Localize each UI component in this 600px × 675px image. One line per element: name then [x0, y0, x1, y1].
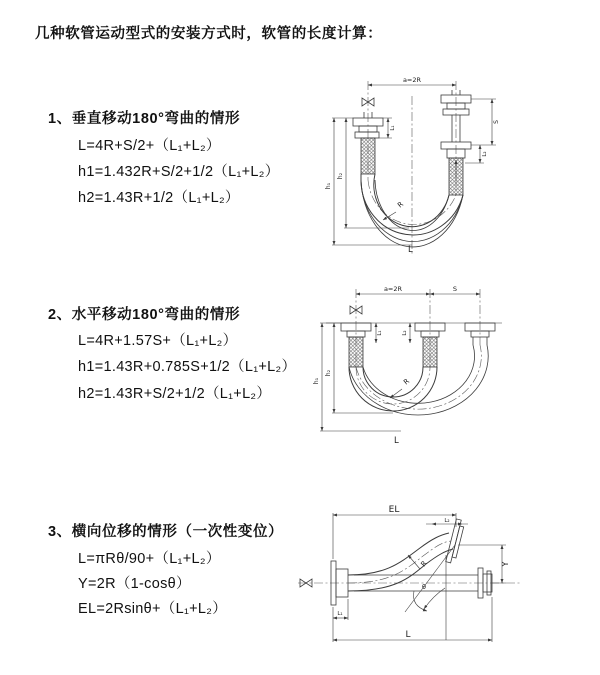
diagram-vertical-180-bend: [312, 68, 527, 258]
section1-formula-L: L=4R+S/2+（L₁+L₂）: [78, 138, 221, 154]
section3-heading: 3、横向位移的情形（一次性变位）: [48, 524, 284, 540]
hose-wall: [363, 367, 423, 397]
flange-plate: [446, 519, 461, 563]
length-label: L: [408, 245, 413, 255]
extension-lines: [333, 597, 492, 642]
braided-hose: [361, 138, 375, 174]
dim-l2-label: L₂: [444, 518, 450, 524]
extension-lines: [458, 545, 506, 583]
page-title: 几种软管运动型式的安装方式时，软管的长度计算：: [35, 26, 383, 42]
dim-y-label: Y: [501, 561, 510, 567]
dim-l1-label: L₁: [390, 125, 396, 131]
dim-l1-label: L₁: [377, 330, 383, 336]
braided-hose: [423, 337, 437, 367]
section3-formula-L: L=πRθ/90+（L₁+L₂）: [78, 551, 221, 567]
radius-label: R: [402, 377, 412, 387]
braided-hose: [349, 337, 363, 367]
diagram-lateral-displacement: [296, 495, 546, 650]
section1-heading: 1、垂直移动180°弯曲的情形: [48, 111, 241, 127]
hose-wall: [349, 367, 437, 411]
radius-label: R: [396, 200, 406, 210]
section2-formula-h2: h2=1.43R+S/2+1/2（L₁+L₂）: [78, 386, 272, 402]
dim-s-label: S: [493, 120, 500, 124]
dim-l2-label: L₂: [482, 151, 488, 157]
tilted-flange: [446, 519, 465, 564]
flange: [355, 132, 379, 138]
radius-leader: [408, 555, 420, 569]
section2-formula-h1: h1=1.43R+0.785S+1/2（L₁+L₂）: [78, 359, 297, 375]
dim-a2r-label: a=2R: [402, 76, 422, 84]
length-label: L: [394, 436, 399, 446]
hose-wall-curved: [348, 549, 453, 591]
dim-l2-label: L₂: [402, 330, 408, 336]
angle-construction-line: [405, 545, 455, 612]
section2-heading: 2、水平移动180°弯曲的情形: [48, 307, 241, 323]
dim-l1-label: L₁: [337, 611, 343, 617]
radius-label: R: [419, 559, 429, 569]
section1-formula-h2: h2=1.43R+1/2（L₁+L₂）: [78, 190, 240, 206]
diagram-horizontal-180-bend: [306, 281, 536, 456]
extension-lines: [332, 118, 412, 245]
section3-formula-Y: Y=2R（1-cosθ）: [78, 576, 191, 592]
dim-s-label: S: [452, 285, 458, 293]
hose-centerline: [368, 180, 456, 224]
dim-h2-label: h₂: [325, 369, 332, 377]
hose-wall-curved: [348, 533, 449, 575]
dim-el-label: EL: [388, 505, 400, 515]
angle-theta-label: θ: [422, 583, 426, 591]
dim-a2r-label: a=2R: [383, 285, 403, 293]
section1-formula-h1: h1=1.432R+S/2+1/2（L₁+L₂）: [78, 164, 280, 180]
extension-lines: [333, 513, 456, 559]
dim-h2-label: h₂: [337, 172, 344, 180]
dim-h1-label: h₁: [325, 182, 332, 190]
dim-h1-label: h₁: [313, 377, 320, 385]
dim-l-label: L: [405, 630, 411, 640]
section2-formula-L: L=4R+1.57S+（L₁+L₂）: [78, 333, 238, 349]
section3-formula-EL: EL=2Rsinθ+（L₁+L₂）: [78, 601, 228, 617]
